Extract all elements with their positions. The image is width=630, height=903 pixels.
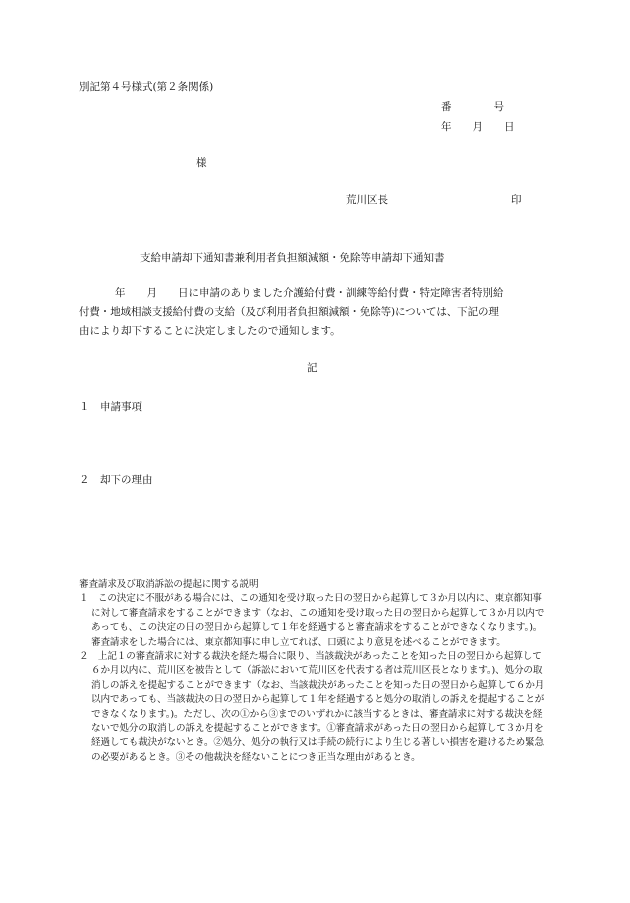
body-line-1: 年 月 日に申請のありました介護給付費・訓練等給付費・特定障害者特別給 xyxy=(115,287,504,299)
document-date: 年 月 日 xyxy=(441,121,515,133)
document-title: 支給申請却下通知書兼利用者負担額減額・免除等申請却下通知書 xyxy=(140,252,445,264)
document-number: 番 号 xyxy=(441,101,504,113)
appeal-explanation-paragraph-1: １ この決定に不服がある場合には、この通知を受け取った日の翌日から起算して３か月以内に、東京都知事に対して審査請求をすることができます（なお、この通知を受け取った日の翌日から起算して３か月以内であっても、この決定の日の翌日から起算して１年を経過すると審査請求をすることができなくなります。)。審査請求をした場合には、東京都知事に申し立てれば、口頭により意見を述べることができます。 xyxy=(79,593,545,648)
item-application-matters: １ 申請事項 xyxy=(79,401,142,413)
appeal-explanation-paragraph-2: ２ 上記１の審査請求に対する裁決を経た場合に限り、当該裁決があったことを知った日の翌日から起算して６か月以内に、荒川区を被告として（訴訟において荒川区を代表する者は荒川区長となります。)、処分の取消しの訴えを提起することができます（なお、当該裁決があったことを知った日の翌日から起算して６か月以内であっても、当該裁決の日の翌日から起算して１年を経過すると処分の取消しの訴えを提起することができなくなります。)。ただし、次の①から③までのいずれかに該当するときは、審査請求に対する裁決を経ないで処分の取消しの訴えを提起することができます。①審査請求があった日の翌日から起算して３か月を経過しても裁決がないとき。②処分、処分の執行又は手続の続行により生じる著しい損害を避けるため緊急の必要があるとき。③その他裁決を経ないことにつき正当な理由があるとき。 xyxy=(79,651,545,763)
ki-mark: 記 xyxy=(307,362,318,374)
appeal-explanation-heading: 審査請求及び取消訴訟の提起に関する説明 xyxy=(79,579,259,590)
addressee-suffix: 様 xyxy=(196,157,207,169)
item-rejection-reason: ２ 却下の理由 xyxy=(79,474,153,486)
seal-mark: 印 xyxy=(511,194,522,206)
form-label: 別記第４号様式(第２条関係) xyxy=(79,81,214,93)
body-line-3: 由により却下することに決定しましたので通知します。 xyxy=(79,325,341,337)
body-line-2: 付費・地域相談支援給付費の支給（及び利用者負担額減額・免除等)については、下記の理 xyxy=(79,306,499,318)
issuer-name: 荒川区長 xyxy=(346,194,388,206)
appeal-explanation xyxy=(79,578,549,765)
